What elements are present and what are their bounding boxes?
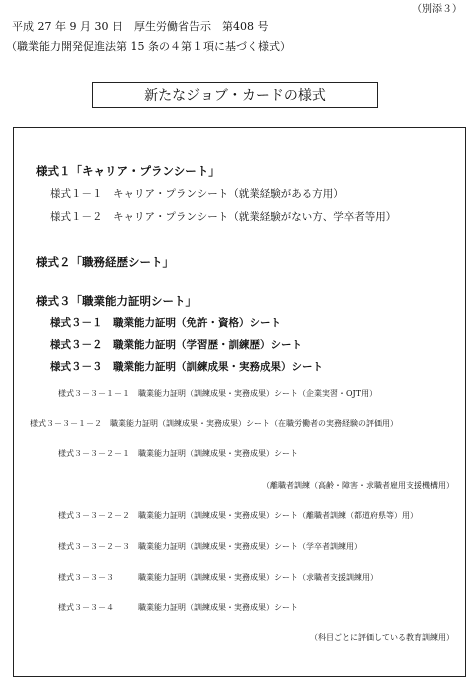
form2-heading: 様式２「職務経歴シート」 bbox=[36, 255, 174, 269]
form3-subitem: 様式３－３－２－２ 職業能力証明（訓練成果・実務成果）シート（離職者訓練（都道府県等）用） bbox=[58, 511, 418, 520]
form3-subitem: 様式３－３－２－１ 職業能力証明（訓練成果・実務成果）シート bbox=[58, 449, 298, 458]
form3-subitem: 様式３－３－２－３ 職業能力証明（訓練成果・実務成果）シート（学卒者訓練用） bbox=[58, 542, 362, 551]
form3-note: （科目ごとに評価している教育訓練用） bbox=[310, 633, 454, 642]
form1-heading: 様式１「キャリア・プランシート」 bbox=[36, 164, 220, 178]
form-list-frame bbox=[13, 127, 466, 677]
form3-subitem: 様式３－３－１－２ 職業能力証明（訓練成果・実務成果）シート（在職労働者の実務経験の評価用） bbox=[30, 419, 398, 428]
annex-label: （別添３） bbox=[412, 4, 462, 15]
legal-basis-line: （職業能力開発促進法第 15 条の４第１項に基づく様式） bbox=[6, 40, 291, 53]
form3-item: 様式３－１ 職業能力証明（免許・資格）シート bbox=[50, 317, 281, 329]
form3-subitem: 様式３－３－１－１ 職業能力証明（訓練成果・実務成果）シート（企業実習・OJT用） bbox=[58, 389, 378, 398]
form3-item: 様式３－３ 職業能力証明（訓練成果・実務成果）シート bbox=[50, 361, 323, 373]
form3-subitem: 様式３－３－４ 職業能力証明（訓練成果・実務成果）シート bbox=[58, 603, 298, 612]
form1-item: 様式１－２ キャリア・プランシート（就業経験がない方、学卒者等用） bbox=[50, 211, 397, 223]
form3-note: （離職者訓練（高齢・障害・求職者雇用支援機構用） bbox=[262, 481, 454, 490]
form3-subitem: 様式３－３－３ 職業能力証明（訓練成果・実務成果）シート（求職者支援訓練用） bbox=[58, 573, 378, 582]
form3-item: 様式３－２ 職業能力証明（学習歴・訓練歴）シート bbox=[50, 339, 302, 351]
form1-item: 様式１－１ キャリア・プランシート（就業経験がある方用） bbox=[50, 188, 344, 200]
document-title bbox=[92, 82, 378, 108]
document-title-text: 新たなジョブ・カードの様式 bbox=[144, 88, 326, 104]
notice-line: 平成 27 年 9 月 30 日 厚生労働省告示 第408 号 bbox=[12, 20, 269, 33]
form3-heading: 様式３「職業能力証明シート」 bbox=[36, 294, 197, 308]
